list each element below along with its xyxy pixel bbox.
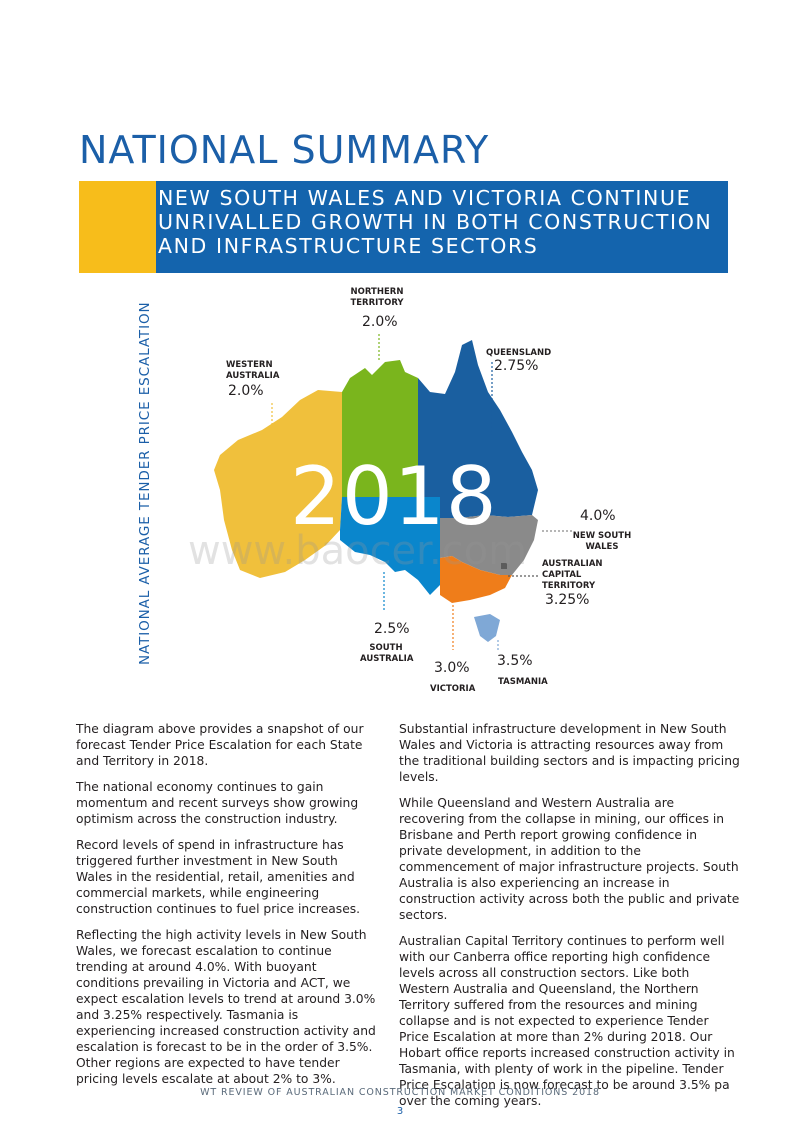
page-title: NATIONAL SUMMARY (79, 128, 490, 172)
value-tasmania: 3.5% (497, 653, 533, 669)
label-south-australia: SOUTH AUSTRALIA (360, 643, 414, 664)
value-new-south-wales: 4.0% (580, 508, 616, 524)
paragraph: Reflecting the high activity levels in New South Wales, we forecast escalation to continue trending at around 4.0%. With buoyant conditions prevailing in Victoria and ACT, we expect escalation levels to trend at around 3.0% and 3.25% respectively. Tasmania is experiencing increased construction activity and escalation is forecast to be in the order of 3.5%. Other regions are expected to have tender pricing levels escalate at about 2% to 3%. (76, 928, 376, 1086)
paragraph: While Queensland and Western Australia are recovering from the collapse in mining, our offices in Brisbane and Perth report growing confidence in private development, in addition to the commencement of major infrastructure projects. South Australia is also experiencing an increase in construction activity across both the public and private sectors. (399, 796, 740, 922)
page-footer: WT REVIEW OF AUSTRALIAN CONSTRUCTION MARKET CONDITIONS 2018 (200, 1087, 600, 1098)
side-axis-label: NATIONAL AVERAGE TENDER PRICE ESCALATION (137, 301, 153, 665)
right-column (399, 721, 741, 1119)
value-western-australia: 2.0% (228, 383, 264, 399)
label-queensland: QUEENSLAND (486, 348, 552, 358)
label-new-south-wales: NEW SOUTH WALES (572, 531, 632, 552)
label-northern-territory: NORTHERN TERRITORY (350, 287, 404, 308)
watermark-text: www.baocer.com (188, 528, 528, 574)
value-queensland: 2.75% (494, 358, 539, 374)
banner-line-3: AND INFRASTRUCTURE SECTORS (158, 234, 539, 258)
state-tasmania (474, 614, 500, 642)
paragraph: Australian Capital Territory continues to perform well with our Canberra office reporting high confidence levels across all construction sectors. Like both Western Australia and Queensland, the Northern Territory suffered from the resources and mining collapse and is not expected to experience Tender Price Escalation at more than 2% during 2018. Our Hobart office reports increased construction activity in Tasmania, with plenty of work in the pipeline. Tender Price Escalation is now forecast to be around 3.5% pa over the coming years. (399, 934, 735, 1108)
label-western-australia: WESTERN AUSTRALIA (226, 360, 280, 381)
value-south-australia: 2.5% (374, 621, 410, 637)
page-number: 3 (396, 1106, 404, 1117)
value-victoria: 3.0% (434, 660, 470, 676)
map-year-label: 2018 (290, 450, 498, 543)
paragraph: The diagram above provides a snapshot of our forecast Tender Price Escalation for each State and Territory in 2018. (76, 722, 364, 768)
paragraph: Substantial infrastructure development in New South Wales and Victoria is attracting resources away from the traditional building sectors and is impacting pricing levels. (399, 722, 740, 784)
banner-line-2: UNRIVALLED GROWTH IN BOTH CONSTRUCTION (158, 210, 713, 234)
left-column (76, 721, 376, 1097)
paragraph: Record levels of spend in infrastructure has triggered further investment in New South Wales in the residential, retail, amenities and commercial markets, while engineering construction continues to fuel price increases. (76, 838, 361, 916)
label-victoria: VICTORIA (430, 684, 476, 694)
label-tasmania: TASMANIA (498, 677, 548, 687)
paragraph: The national economy continues to gain momentum and recent surveys show growing optimism across the construction industry. (76, 780, 359, 826)
label-act: AUSTRALIAN CAPITAL TERRITORY (542, 559, 603, 591)
value-act: 3.25% (545, 592, 590, 608)
value-northern-territory: 2.0% (362, 314, 398, 330)
banner-line-1: NEW SOUTH WALES AND VICTORIA CONTINUE (158, 186, 692, 210)
